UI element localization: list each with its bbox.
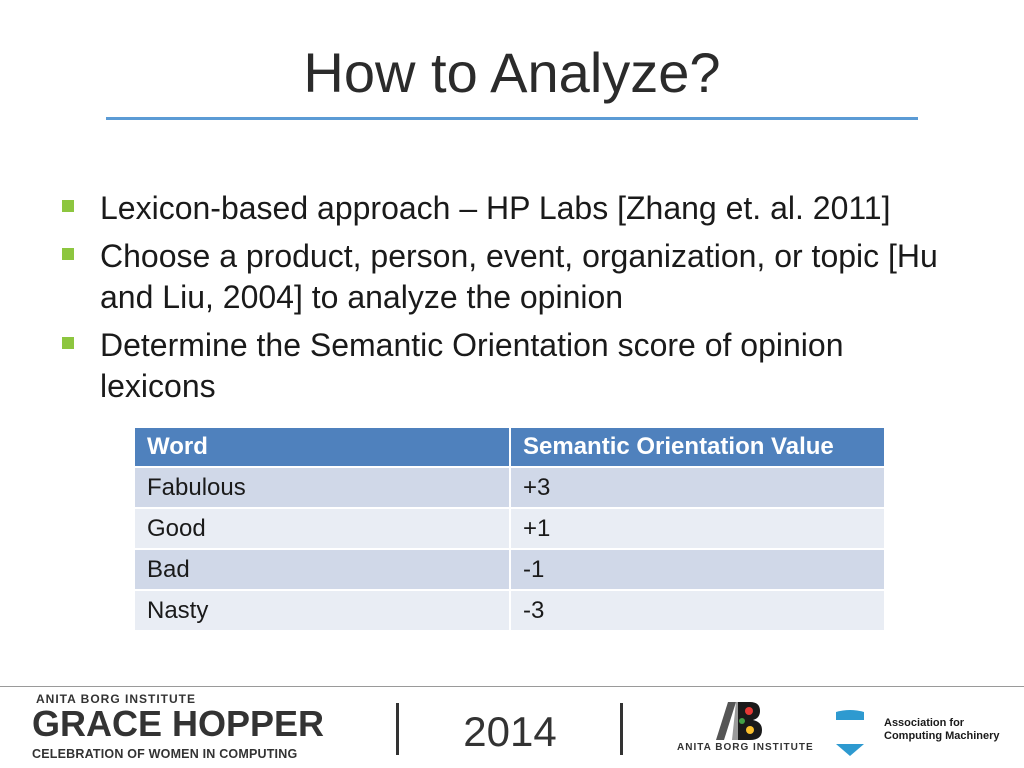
anita-borg-logo-caption: ANITA BORG INSTITUTE [677,742,814,753]
footer-separator [396,703,399,755]
cell-word: Bad [134,549,510,590]
cell-value: +1 [510,508,885,549]
table-row [134,549,885,590]
footer-separator [620,703,623,755]
table-row [134,467,885,508]
cell-value: +3 [510,467,885,508]
footer-divider [0,686,1024,687]
square-bullet-icon [62,248,74,260]
table-row [134,508,885,549]
header-word: Word [134,427,510,467]
table-row [134,590,885,631]
acm-line2: Computing Machinery [884,730,1000,742]
cell-value: -1 [510,549,885,590]
footer-year: 2014 [463,708,557,755]
acm-name [884,717,1004,743]
bullet-text: Choose a product, person, event, organization, or topic [Hu and Liu, 2004] to analyze the opinion [100,238,938,315]
bullet-text: Lexicon-based approach – HP Labs [Zhang et. al. 2011] [100,190,891,226]
cell-word: Fabulous [134,467,510,508]
acm-line1: Association for [884,717,965,729]
table-header-row [134,427,885,467]
square-bullet-icon [62,200,74,212]
cell-value: -3 [510,590,885,631]
bullet-list [62,188,962,414]
footer-event-name: GRACE HOPPER [32,703,325,744]
cell-word: Good [134,508,510,549]
square-bullet-icon [62,337,74,349]
title-underline [106,117,918,120]
bullet-item [62,188,962,229]
footer-event-subtitle: CELEBRATION OF WOMEN IN COMPUTING [32,747,298,761]
cell-word: Nasty [134,590,510,631]
acm-logo-icon [834,710,866,756]
header-so-value: Semantic Orientation Value [510,427,885,467]
bullet-item [62,325,962,407]
footer-institute: ANITA BORG INSTITUTE [36,692,196,706]
semantic-orientation-table [133,426,886,632]
bullet-text: Determine the Semantic Orientation score of opinion lexicons [100,327,844,404]
slide-title: How to Analyze? [303,41,721,104]
bullet-item [62,236,962,318]
